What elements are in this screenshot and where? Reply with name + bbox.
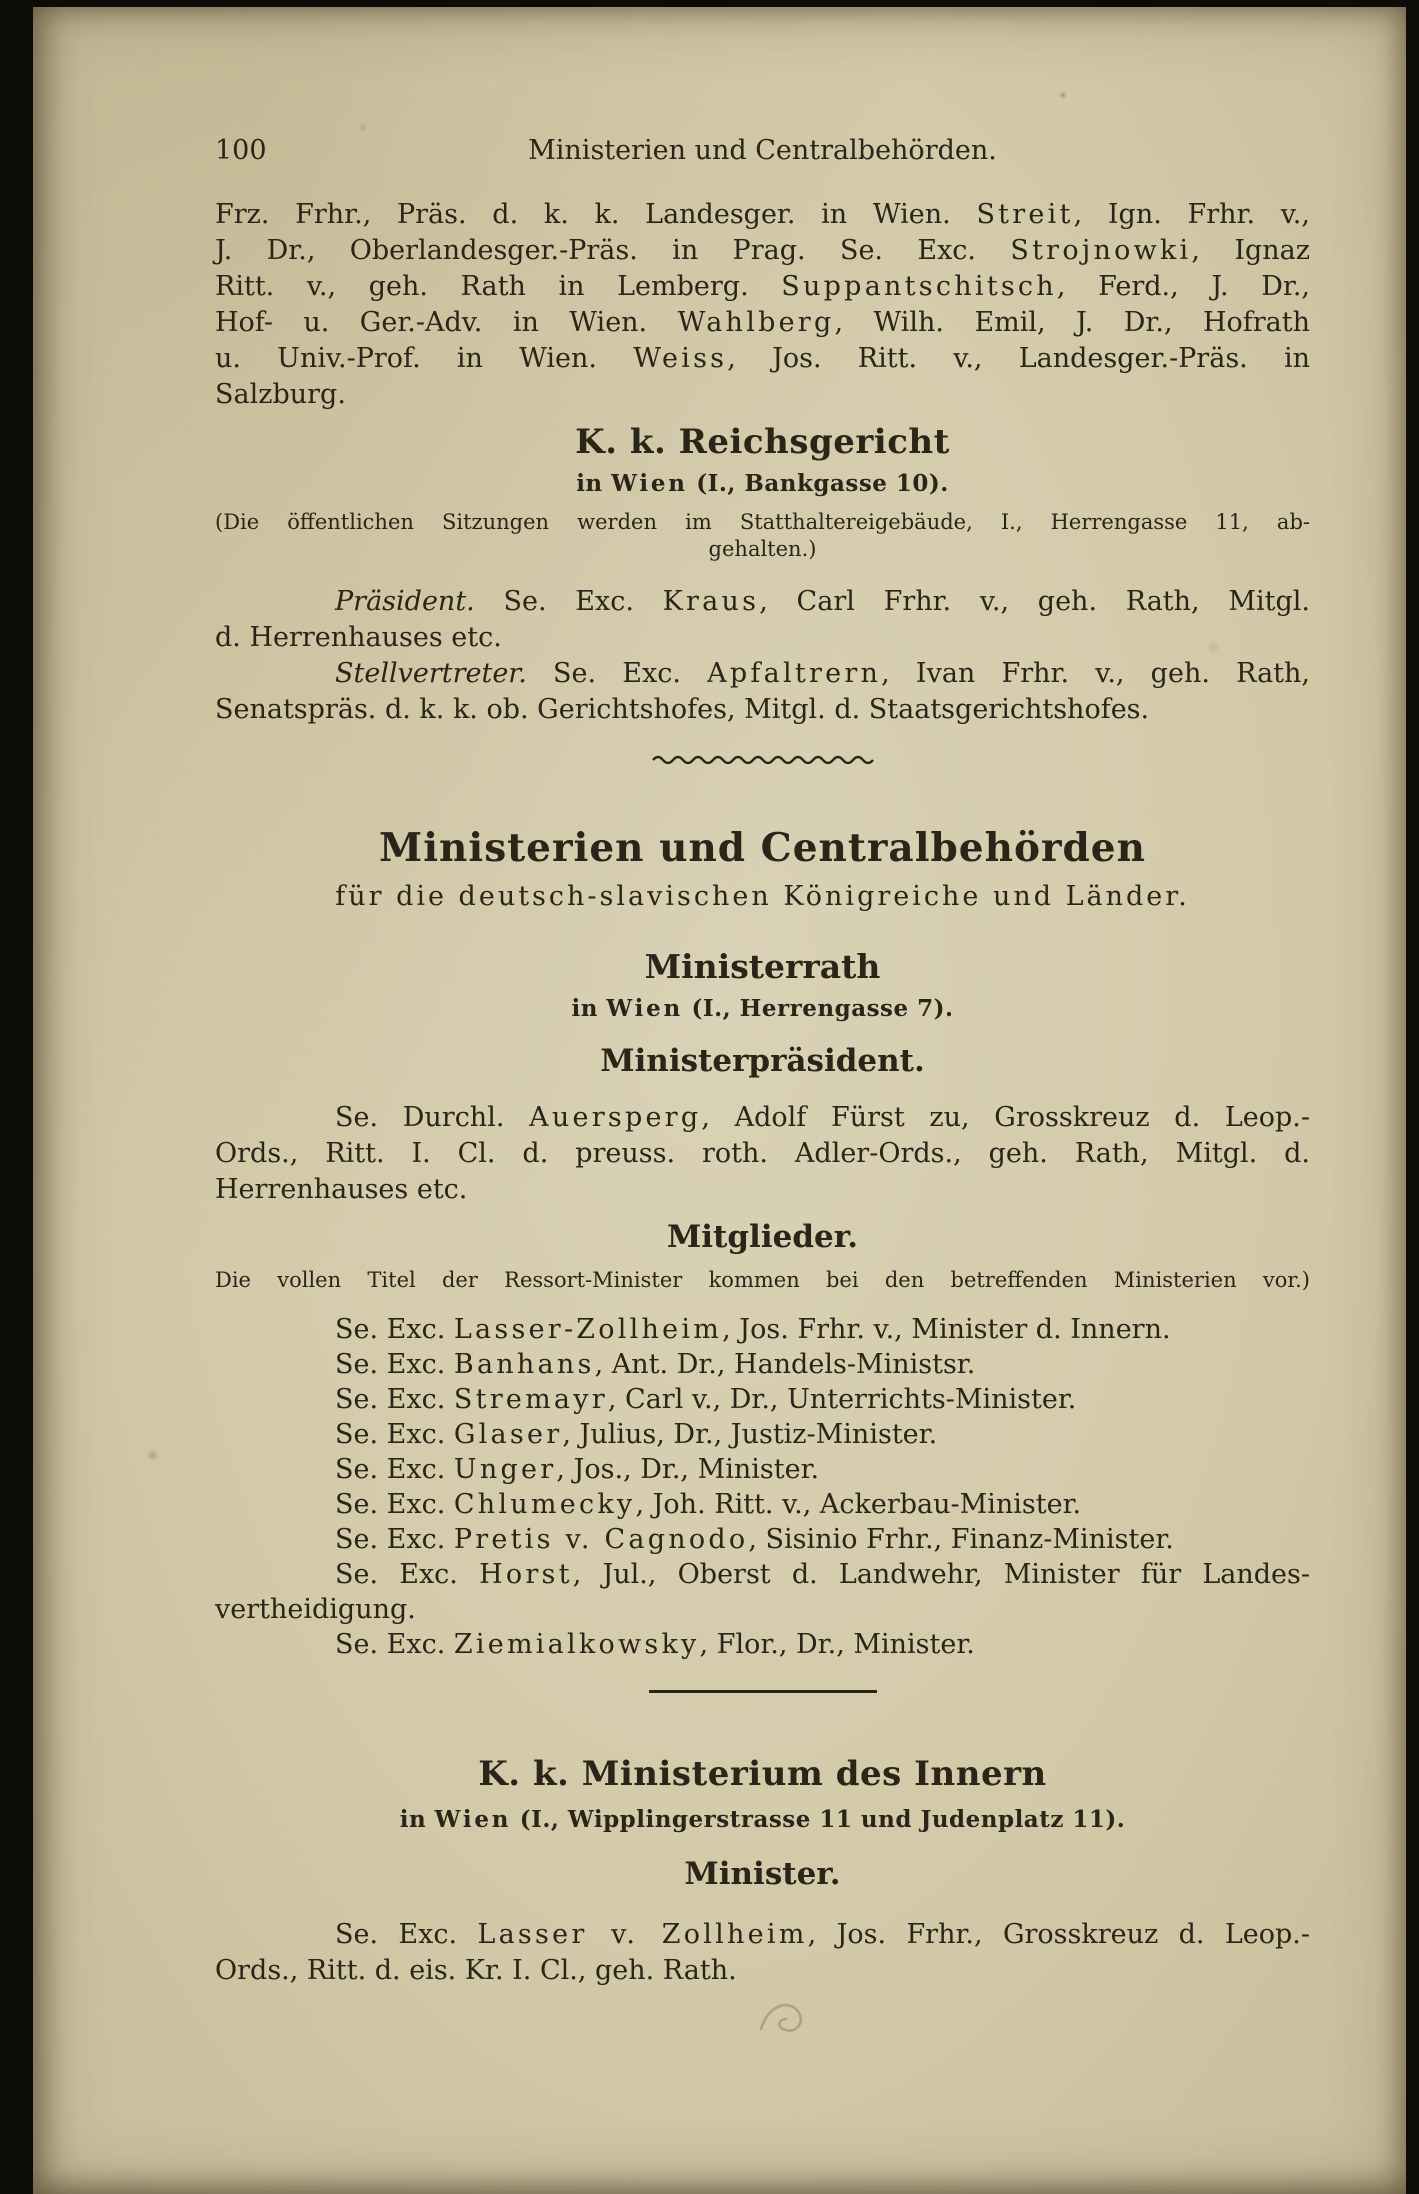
text-segment: (I., Herrengasse 7). [682, 995, 954, 1022]
text-segment: Se. Exc. [335, 1524, 454, 1555]
text-line [215, 1452, 1310, 1487]
text-segment: , Ign. Frhr. v., [1073, 199, 1310, 230]
text-line [215, 305, 1310, 341]
running-header-title: Ministerien und Centralbehörden. [528, 135, 997, 166]
text-segment: u. Univ.-Prof. in Wien. [215, 343, 634, 374]
text-segment: , Ferd., J. Dr., [1056, 271, 1311, 302]
text-segment: Se. Exc. [526, 658, 708, 689]
text-segment: in [571, 995, 607, 1022]
text-segment: Senatspräs. d. k. k. ob. Gerichtshofes, Mitgl. d. Staatsgerichtshofes. [215, 694, 1150, 725]
text-segment: , Jul., Oberst d. Landwehr, Minister für Landes- [572, 1559, 1310, 1590]
text-line [215, 1627, 1310, 1662]
text-segment: (Die öffentlichen Sitzungen werden im Statthaltereigebäude, I., Herrengasse 11, ab- [215, 510, 1310, 534]
text-segment: Salzburg. [215, 379, 346, 410]
text-segment: , Julius, Dr., Justiz-Minister. [562, 1419, 938, 1450]
plain-divider [649, 1690, 877, 1693]
text-line [215, 1592, 1310, 1627]
section-title-ministerium-innern [215, 1751, 1310, 1797]
person-name: Wahlberg [677, 307, 835, 338]
text-line [215, 692, 1310, 728]
text-segment: Se. Exc. [474, 586, 663, 617]
person-name: Strojnowki [1010, 235, 1192, 266]
person-name: Glaser [453, 1419, 563, 1450]
text-line [215, 1853, 1310, 1895]
text-segment: , Wilh. Emil, J. Dr., Hofrath [834, 307, 1310, 338]
text-segment: Se. Exc. [335, 1419, 454, 1450]
text-segment: , Sisinio Frhr., Finanz-Minister. [748, 1524, 1174, 1555]
text-segment: , Ant. Dr., Handels-Ministsr. [594, 1349, 976, 1380]
person-name: Pretis v. Cagnodo [453, 1524, 749, 1555]
text-line [215, 1917, 1310, 1953]
text-line [215, 1487, 1310, 1522]
text-line [215, 1522, 1310, 1557]
person-name: Wien [606, 995, 683, 1022]
text-line [215, 509, 1310, 536]
text-line [215, 197, 1310, 233]
text-segment: , Jos. Frhr. v., Minister d. Innern. [722, 1314, 1171, 1345]
text-line [215, 946, 1310, 988]
text-segment: , Carl v., Dr., Unterrichts-Minister. [607, 1384, 1077, 1415]
text-line [215, 233, 1310, 269]
text-segment: Ministerpräsident. [600, 1043, 925, 1079]
text-line [215, 1805, 1310, 1835]
text-segment: (I., Bankgasse 10). [687, 470, 949, 497]
heading-ministerpraesident [215, 1040, 1310, 1082]
text-segment: , Jos. Ritt. v., Landesger.-Präs. in [727, 343, 1310, 374]
text-segment: Se. Durchl. [335, 1102, 530, 1133]
main-subtitle [215, 880, 1310, 916]
text-segment: Hof- u. Ger.-Adv. in Wien. [215, 307, 678, 338]
person-name: Lasser-Zollheim [453, 1314, 723, 1345]
text-segment: K. k. Ministerium des Innern [478, 1754, 1047, 1794]
text-segment: gehalten.) [708, 537, 817, 561]
text-segment: d. Herrenhauses etc. [215, 622, 502, 653]
text-segment: Minister. [684, 1856, 841, 1892]
text-segment: , Flor., Dr., Minister. [699, 1629, 975, 1660]
text-line [215, 994, 1310, 1024]
text-line [215, 341, 1310, 377]
text-line [215, 469, 1310, 499]
person-name: Wien [611, 470, 688, 497]
heading-mitglieder [215, 1216, 1310, 1258]
person-name: Chlumecky [453, 1489, 636, 1520]
text-segment: Ritt. v., geh. Rath in Lemberg. [215, 271, 782, 302]
role-label: Stellvertreter. [335, 658, 527, 689]
text-segment: Frz. Frhr., Präs. d. k. k. Landesger. in Wien. [215, 199, 977, 230]
text-segment: vertheidigung. [215, 1594, 416, 1625]
person-name: Auersperg [529, 1102, 702, 1133]
text-segment: Se. Exc. [335, 1384, 454, 1415]
text-segment: Se. Exc. [335, 1919, 478, 1950]
venue-ministerium-innern [215, 1805, 1310, 1835]
text-line [215, 1312, 1310, 1347]
text-line [215, 1172, 1310, 1208]
wavy-divider [651, 754, 875, 766]
text-line [215, 1100, 1310, 1136]
text-line [215, 1136, 1310, 1172]
text-segment: Ministerien und Centralbehörden [379, 825, 1146, 871]
text-segment: Die vollen Titel der Ressort-Minister kommen bei den betreffenden Ministerien vor.) [215, 1268, 1310, 1292]
text-line [215, 269, 1310, 305]
text-segment: Ords., Ritt. d. eis. Kr. I. Cl., geh. Rath. [215, 1955, 737, 1986]
text-segment: Se. Exc. [335, 1314, 454, 1345]
text-line [215, 1953, 1310, 1989]
page-content [215, 7, 1310, 1989]
text-line [215, 377, 1310, 413]
text-line [215, 419, 1310, 465]
text-line [215, 1382, 1310, 1417]
note-sittings [215, 509, 1310, 563]
running-head [215, 133, 1310, 169]
person-name: Wien [434, 1806, 512, 1833]
text-line [215, 880, 1310, 916]
heading-ministerrath [215, 946, 1310, 988]
book-page [33, 7, 1406, 2194]
text-segment: Se. Exc. [335, 1629, 454, 1660]
person-name: Apfaltrern [707, 658, 882, 689]
page-body [215, 197, 1310, 1989]
section-title-reichsgericht [215, 419, 1310, 465]
text-segment: , Carl Frhr. v., geh. Rath, Mitgl. [759, 586, 1310, 617]
heading-minister [215, 1853, 1310, 1895]
text-line [215, 824, 1310, 872]
text-segment: , Jos., Dr., Minister. [556, 1454, 820, 1485]
text-line [215, 620, 1310, 656]
text-line [215, 584, 1310, 620]
person-name: Streit [976, 199, 1074, 230]
person-name: Suppantschitsch [781, 271, 1057, 302]
venue-ministerrath [215, 994, 1310, 1024]
role-label: Präsident. [335, 586, 475, 617]
lasser-entry [215, 1917, 1310, 1989]
text-segment: Se. Exc. [335, 1454, 454, 1485]
text-segment: , Ignaz [1191, 235, 1311, 266]
minister-list [215, 1312, 1310, 1662]
text-segment: , Ivan Frhr. v., geh. Rath, [881, 658, 1310, 689]
text-segment: Se. Exc. [335, 1349, 454, 1380]
continued-judges-paragraph [215, 197, 1310, 413]
main-title [215, 824, 1310, 872]
text-segment: Ministerrath [644, 947, 881, 986]
text-segment: Ords., Ritt. I. Cl. d. preuss. roth. Adler-Ords., geh. Rath, Mitgl. d. [215, 1138, 1310, 1169]
text-segment: Se. Exc. [335, 1559, 480, 1590]
text-segment: Herrenhauses etc. [215, 1174, 468, 1205]
text-segment: in [399, 1806, 435, 1833]
text-line [215, 1751, 1310, 1797]
text-line [215, 1216, 1310, 1258]
person-name: Banhans [453, 1349, 595, 1380]
text-segment: , Jos. Frhr., Grosskreuz d. Leop.- [807, 1919, 1310, 1950]
text-line [215, 1557, 1310, 1592]
stellvertreter-entry [215, 656, 1310, 728]
praesident-entry [215, 584, 1310, 656]
text-line [215, 1417, 1310, 1452]
person-name: Lasser v. Zollheim [477, 1919, 808, 1950]
text-segment: J. Dr., Oberlandesger.-Präs. in Prag. Se. Exc. [215, 235, 1011, 266]
note-mitglieder [215, 1267, 1310, 1294]
text-line [215, 1267, 1310, 1294]
ink-mark [755, 1995, 825, 2041]
person-name: Kraus [662, 586, 760, 617]
text-line [215, 536, 1310, 563]
text-segment: K. k. Reichsgericht [575, 422, 950, 462]
page-number: 100 [215, 135, 267, 166]
text-segment: , Adolf Fürst zu, Grosskreuz d. Leop.- [701, 1102, 1310, 1133]
auersperg-entry [215, 1100, 1310, 1208]
text-line [215, 656, 1310, 692]
text-segment: Se. Exc. [335, 1489, 454, 1520]
person-name: Ziemialkowsky [453, 1629, 700, 1660]
person-name: Horst [479, 1559, 573, 1590]
person-name: Unger [453, 1454, 557, 1485]
venue-reichsgericht [215, 469, 1310, 499]
person-name: Weiss [633, 343, 728, 374]
text-segment: Mitglieder. [666, 1219, 859, 1255]
person-name: Stremayr [453, 1384, 608, 1415]
text-line [215, 1040, 1310, 1082]
text-segment: (I., Wipplingerstrasse 11 und Judenplatz 11). [511, 1806, 1126, 1833]
text-line [215, 1347, 1310, 1382]
text-segment: , Joh. Ritt. v., Ackerbau-Minister. [635, 1489, 1082, 1520]
text-segment: in [576, 470, 612, 497]
text-segment: für die deutsch-slavischen Königreiche und Länder. [335, 881, 1190, 912]
